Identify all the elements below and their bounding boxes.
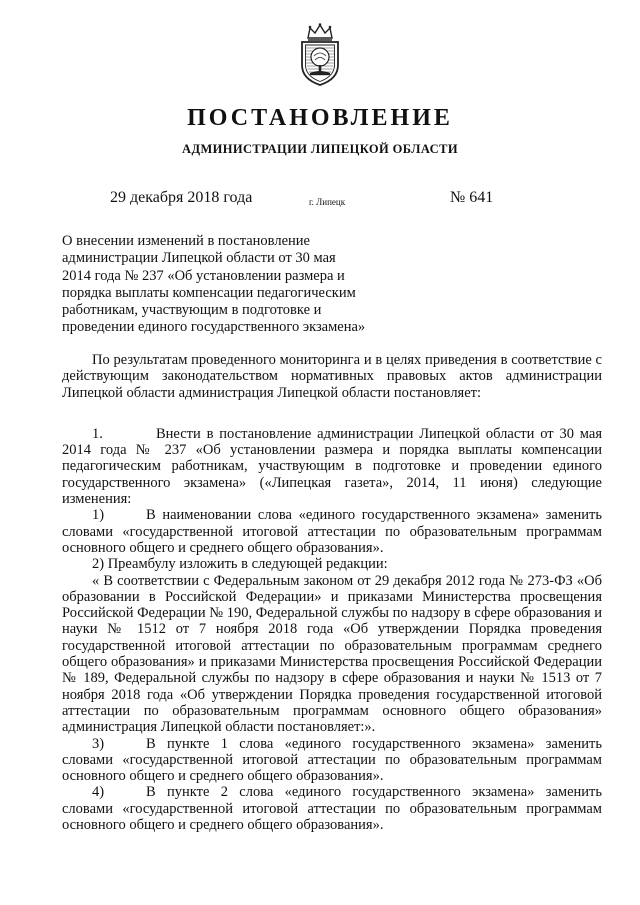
quote-paragraph: « В соответствии с Федеральным законом от 29 декабря 2012 года № 273-ФЗ «Об образовании в Российской Федерации» и приказами Министерства просвещения Российской Федерации № 190, Федеральной службы по надзору в сфере образования и науки № 1512 от 7 ноября 2018 года «Об утверждении Порядка проведения государственной итоговой аттестации по образовательным программам среднего общего образования» и приказами Министерства просвещения Российской Федерации № 189, Федеральной службы по надзору в сфере образования и науки № 1513 от 7 ноября 2018 года «Об утверждении Порядка проведения государственной итоговой аттестации по образовательным программам основного общего образования» администрация Липецкой области постановляет:». [62, 572, 602, 736]
item-number: 1. [92, 425, 103, 442]
subitem-4-paragraph [62, 784, 602, 833]
item-number: 3) [92, 735, 105, 752]
item-number: 4) [92, 784, 105, 801]
document-date: 29 декабря 2018 года [110, 189, 253, 206]
subitem-3-paragraph [62, 736, 602, 785]
document-body [62, 352, 602, 833]
subject-line: администрации Липецкой области от 30 мая [62, 250, 336, 267]
item-1-paragraph [62, 426, 602, 507]
document-subject [62, 233, 402, 337]
subject-line: 2014 года № 237 «Об установлении размера и [62, 267, 345, 284]
page-title: ПОСТАНОВЛЕНИЕ [187, 105, 453, 131]
subitem-2-paragraph: 2) Преамбулу изложить в следующей редакции: [92, 556, 388, 573]
item-number: 1) [92, 507, 105, 524]
subject-line: порядка выплаты компенсации педагогическим [62, 284, 356, 301]
document-city: г. Липецк [309, 197, 346, 207]
document-number: № 641 [450, 189, 494, 206]
subject-line: О внесении изменений в постановление [62, 233, 310, 249]
preamble-paragraph: По результатам проведенного мониторинга и в целях приведения в соответствие с действующим законодательством нормативных правовых актов администрации Липецкой области администрация Липецкой области постановляет: [62, 352, 602, 401]
subject-line: проведении единого государственного экзамена» [62, 319, 366, 336]
item-text: Внести в постановление администрации Липецкой области от 30 мая 2014 года № 237 «Об установлении размера и порядка выплаты компенсации педагогическим работникам, участвующим в подготовке и проведении единого государственного экзамена» («Липецкая газета», 2014, 11 июня) следующие изменения: [62, 425, 602, 508]
subitem-1-paragraph [62, 507, 602, 556]
item-text: В наименовании слова «единого государственного экзамена» заменить словами «государственной итоговой аттестации по образовательным программам основного общего и среднего общего образования». [62, 507, 602, 556]
page-subtitle: АДМИНИСТРАЦИИ ЛИПЕЦКОЙ ОБЛАСТИ [182, 142, 458, 156]
subject-line: работникам, участвующим в подготовке и [62, 302, 322, 319]
item-text: В пункте 1 слова «единого государственного экзамена» заменить словами «государственной итоговой аттестации по образовательным программам основного общего и среднего общего образования». [62, 735, 602, 785]
item-text: В пункте 2 слова «единого государственного экзамена» заменить словами «государственной итоговой аттестации по образовательным программам основного общего и среднего общего образования». [62, 784, 602, 834]
coat-of-arms-icon [297, 23, 343, 87]
